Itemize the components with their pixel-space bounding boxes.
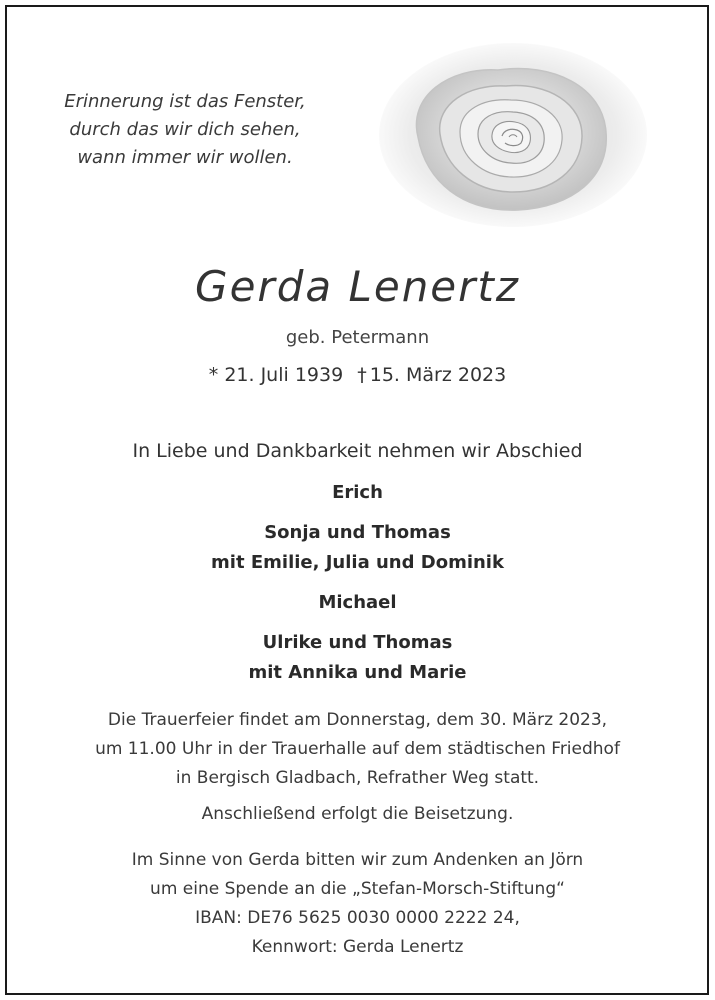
family-list xyxy=(0,478,715,698)
funeral-info-line: in Bergisch Gladbach, Refrather Weg statt. xyxy=(175,768,540,788)
family-member: Ulrike und Thomas xyxy=(262,632,453,653)
funeral-info xyxy=(0,706,715,793)
death-date: 15. März 2023 xyxy=(369,364,507,386)
rose-illustration xyxy=(378,42,648,228)
burial-note: Anschließend erfolgt die Beisetzung. xyxy=(201,804,514,824)
family-group xyxy=(0,628,715,688)
quote-line: Erinnerung ist das Fenster, xyxy=(64,91,306,112)
death-cross-icon: † xyxy=(357,364,367,386)
memorial-quote xyxy=(40,88,330,172)
funeral-info-line: um 11.00 Uhr in der Trauerhalle auf dem städtischen Friedhof xyxy=(95,739,620,759)
donation-iban: IBAN: DE76 5625 0030 0000 2222 24, xyxy=(195,908,520,928)
family-member: mit Emilie, Julia und Dominik xyxy=(211,552,504,573)
quote-line: wann immer wir wollen. xyxy=(77,147,293,168)
donation-request xyxy=(0,846,715,962)
birth-date: * 21. Juli 1939 xyxy=(208,364,344,386)
maiden-name: geb. Petermann xyxy=(285,327,430,348)
family-member: Michael xyxy=(318,592,397,613)
life-dates xyxy=(0,364,715,386)
deceased-name: Gerda Lenertz xyxy=(195,262,520,311)
donation-line: um eine Spende an die „Stefan-Morsch-Stiftung“ xyxy=(150,879,565,899)
farewell-intro: In Liebe und Dankbarkeit nehmen wir Abschied xyxy=(132,440,583,462)
family-member: Erich xyxy=(332,482,383,503)
family-group xyxy=(0,518,715,578)
family-group xyxy=(0,478,715,508)
family-group xyxy=(0,588,715,618)
donation-line: Im Sinne von Gerda bitten wir zum Andenken an Jörn xyxy=(131,850,584,870)
quote-line: durch das wir dich sehen, xyxy=(69,119,301,140)
funeral-info-line: Die Trauerfeier findet am Donnerstag, dem 30. März 2023, xyxy=(107,710,608,730)
donation-keyword: Kennwort: Gerda Lenertz xyxy=(251,937,464,957)
family-member: Sonja und Thomas xyxy=(264,522,451,543)
family-member: mit Annika und Marie xyxy=(248,662,467,683)
